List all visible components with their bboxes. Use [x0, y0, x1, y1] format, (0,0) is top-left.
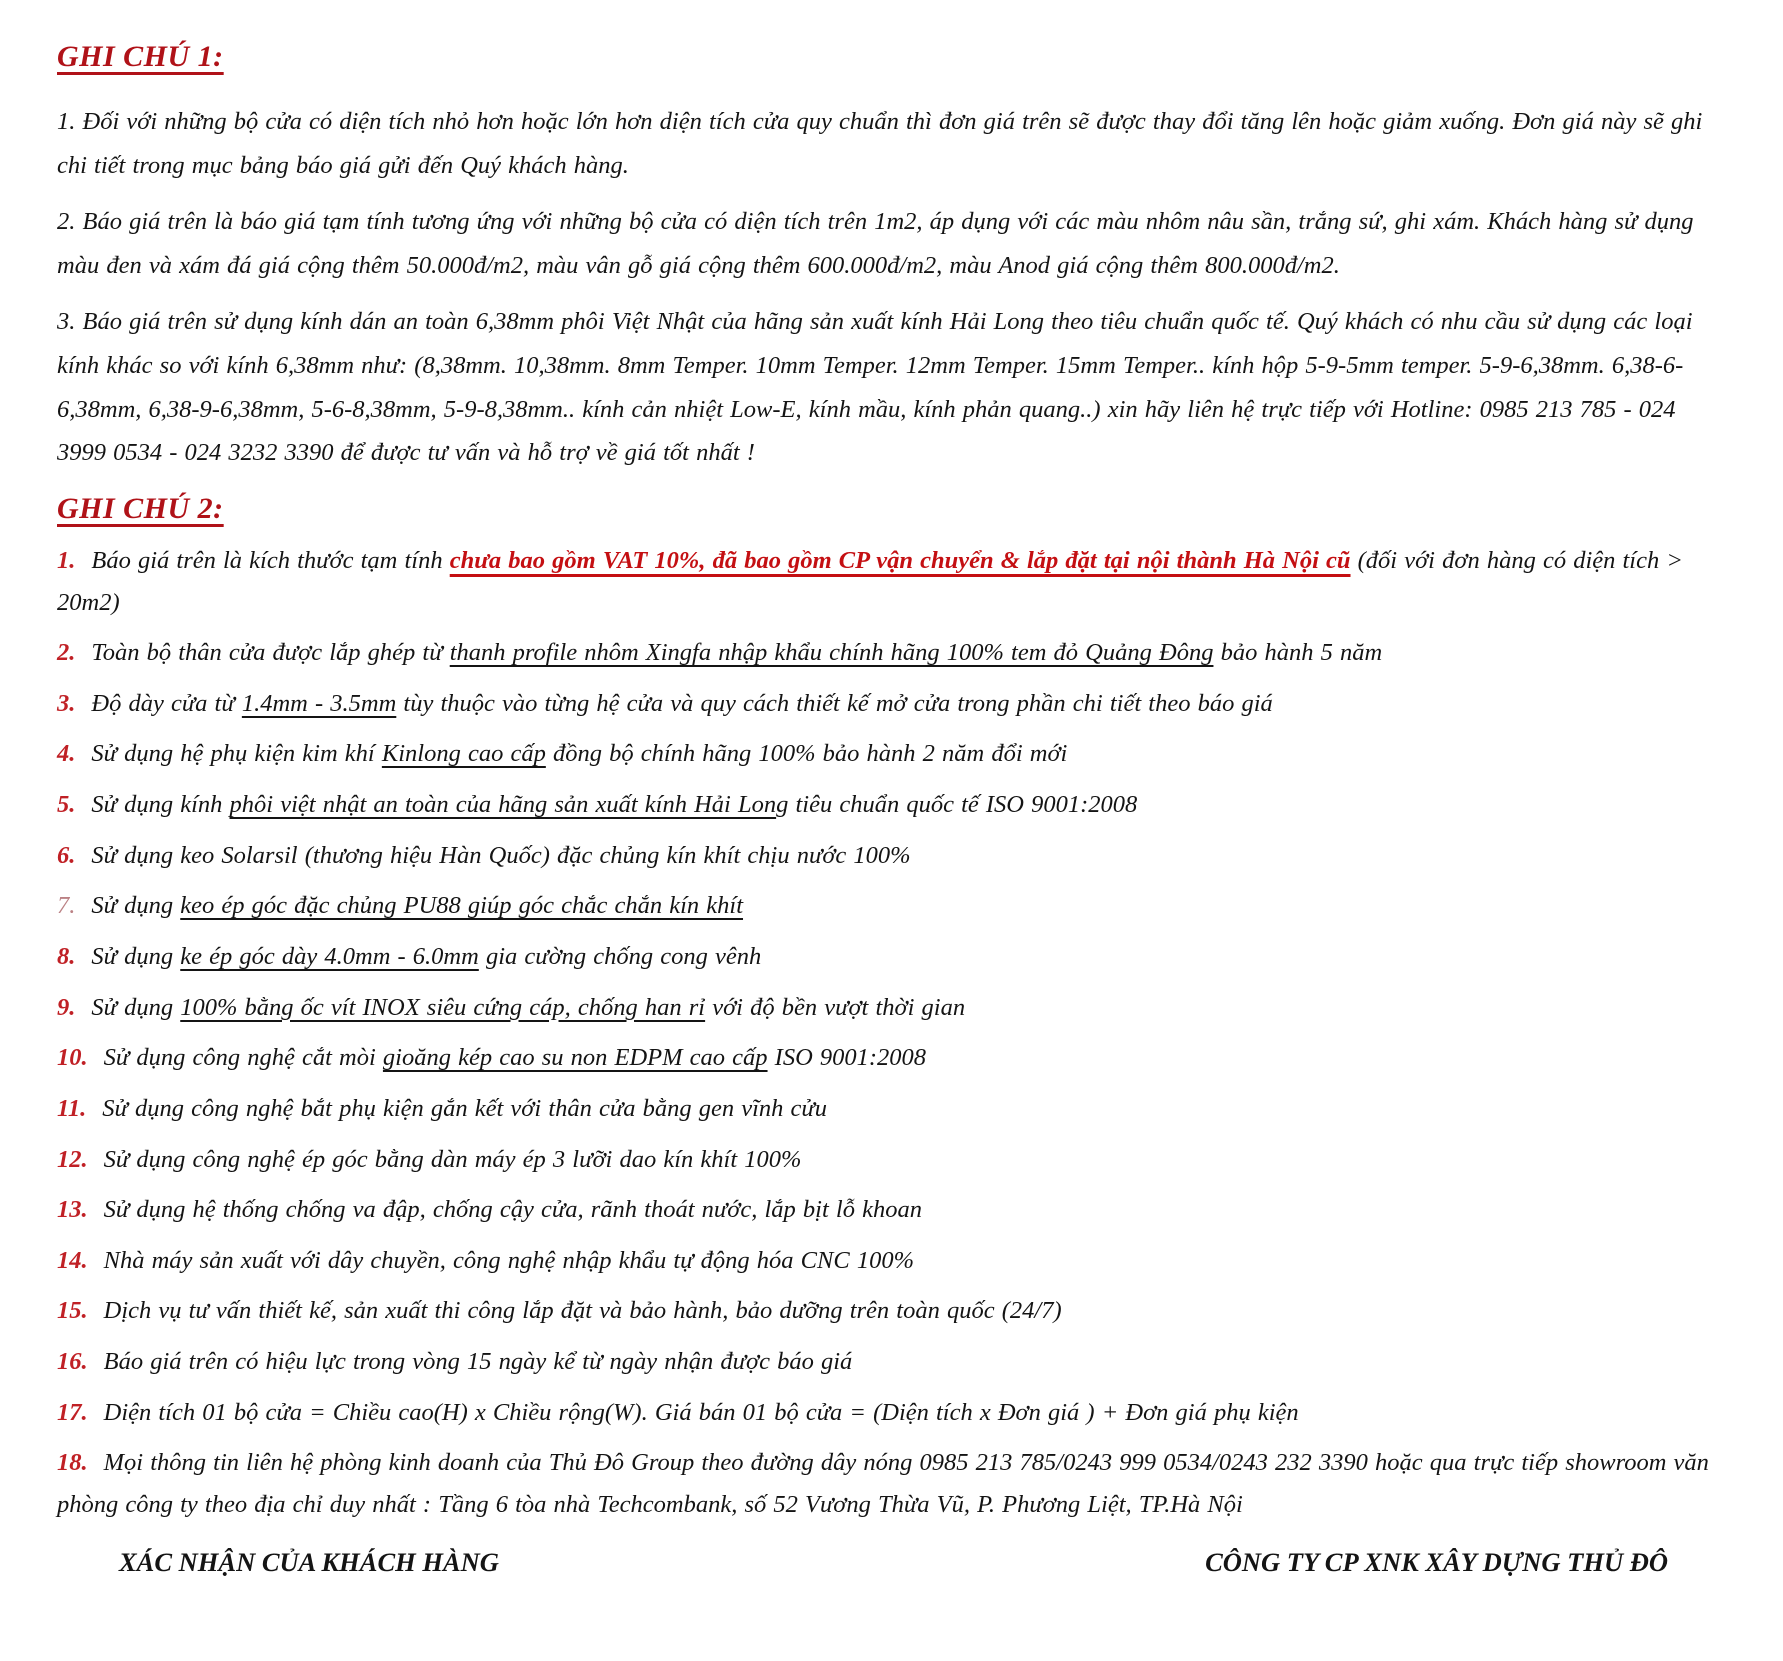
item-text: Diện tích 01 bộ cửa = Chiều cao(H) x Chiều rộng(W). Giá bán 01 bộ cửa = (Diện tích x Đơn giá ) + Đơn giá phụ kiện: [103, 1398, 1299, 1426]
item-number: 10.: [57, 1044, 88, 1072]
note2-item: [57, 1240, 1728, 1282]
item-text: Dịch vụ tư vấn thiết kế, sản xuất thi công lắp đặt và bảo hành, bảo dưỡng trên toàn quốc (24/7): [103, 1297, 1062, 1325]
note2-item: [57, 835, 1728, 877]
item-number: 3.: [57, 689, 76, 717]
note1-paragraph: 2. Báo giá trên là báo giá tạm tính tương ứng với những bộ cửa có diện tích trên 1m2, áp dụng với các màu nhôm nâu sần, trắng sứ, ghi xám. Khách hàng sử dụng màu đen và xám đá giá cộng thêm 50.000đ/m2, màu vân gỗ giá cộng thêm 600.000đ/m2, màu Anod giá cộng thêm 800.000đ/m2.: [57, 208, 1694, 279]
item-text: gia cường chống cong vênh: [478, 943, 762, 970]
item-emphasis-underline: 1.4mm - 3.5mm: [241, 689, 397, 717]
item-text: với độ bền vượt thời gian: [705, 993, 966, 1021]
item-number: 8.: [57, 943, 76, 970]
note2-item: [57, 784, 1728, 826]
item-number: 14.: [57, 1246, 88, 1274]
section1-title: GHI CHÚ 1:: [57, 40, 224, 73]
note2-item: [57, 1442, 1728, 1525]
item-text: Nhà máy sản xuất với dây chuyền, công nghệ nhập khẩu tự động hóa CNC 100%: [103, 1246, 914, 1274]
item-emphasis-red: chưa bao gồm VAT 10%, đã bao gồm CP vận chuyển & lắp đặt tại nội thành Hà Nội cũ: [449, 546, 1351, 574]
item-number: 11.: [57, 1094, 87, 1122]
item-number: 13.: [57, 1196, 88, 1224]
item-number: 7.: [57, 892, 76, 920]
note2-item: [57, 1189, 1728, 1231]
item-text: ISO 9001:2008: [767, 1044, 927, 1072]
item-number: 16.: [57, 1348, 88, 1376]
note2-item: [57, 683, 1728, 725]
item-text: Sử dụng kính: [91, 791, 230, 819]
item-number: 6.: [57, 841, 76, 869]
item-emphasis-underline: thanh profile nhôm Xingfa nhập khẩu chính hãng 100% tem đỏ Quảng Đông: [449, 639, 1214, 667]
item-number: 18.: [57, 1449, 88, 1477]
note2-item: [57, 1088, 1728, 1130]
item-text: Sử dụng: [91, 892, 181, 920]
item-number: 2.: [57, 639, 76, 667]
note1-paragraph: 3. Báo giá trên sử dụng kính dán an toàn 6,38mm phôi Việt Nhật của hãng sản xuất kính Hải Long theo tiêu chuẩn quốc tế. Quý khách có nhu cầu sử dụng các loại kính khác so với kính 6,38mm như: (8,38mm. 10,38mm. 8mm Temper. 10mm Temper. 12mm Temper. 15mm Temper.. kính hộp 5-9-5mm temper. 5-9-6,38mm. 6,38-6-6,38mm, 6,38-9-6,38mm, 5-6-8,38mm, 5-9-8,38mm.. kính cản nhiệt Low-E, kính mầu, kính phản quang..) xin hãy liên hệ trực tiếp với Hotline: 0985 213 785 - 024 3999 0534 - 024 3232 3390 để được tư vấn và hỗ trợ về giá tốt nhất !: [57, 308, 1693, 467]
item-text: Sử dụng công nghệ cắt mòi: [103, 1044, 383, 1072]
item-text: Báo giá trên là kích thước tạm tính: [91, 546, 450, 574]
note2-item: [57, 1290, 1728, 1332]
item-text: bảo hành 5 năm: [1213, 639, 1383, 667]
item-emphasis-underline: ke ép góc dày 4.0mm - 6.0mm: [180, 943, 479, 970]
section2-items: [57, 540, 1728, 1535]
item-emphasis-underline: 100% bằng ốc vít INOX siêu cứng cáp, chống han rỉ: [180, 993, 706, 1021]
item-text: Báo giá trên có hiệu lực trong vòng 15 ngày kể từ ngày nhận được báo giá: [103, 1348, 853, 1376]
item-number: 4.: [57, 740, 76, 768]
item-number: 9.: [57, 993, 76, 1021]
note2-item: [57, 1341, 1728, 1383]
note1-paragraph: 1. Đối với những bộ cửa có diện tích nhỏ hơn hoặc lớn hơn diện tích cửa quy chuẩn thì đơn giá trên sẽ được thay đổi tăng lên hoặc giảm xuống. Đơn giá này sẽ ghi chi tiết trong mục bảng báo giá gửi đến Quý khách hàng.: [57, 108, 1703, 179]
section1-paragraphs: [57, 100, 1728, 488]
item-text: Sử dụng công nghệ ép góc bằng dàn máy ép 3 lưỡi dao kín khít 100%: [103, 1145, 802, 1173]
item-number: 5.: [57, 791, 76, 819]
item-text: Toàn bộ thân cửa được lắp ghép từ: [91, 639, 450, 667]
item-text: Sử dụng hệ thống chống va đập, chống cậy cửa, rãnh thoát nước, lắp bịt lỗ khoan: [103, 1196, 922, 1224]
note2-item: [57, 936, 1728, 978]
note2-item: [57, 987, 1728, 1029]
note2-item: [57, 733, 1728, 775]
item-text: tùy thuộc vào từng hệ cửa và quy cách thiết kế mở cửa trong phần chi tiết theo báo giá: [396, 689, 1273, 717]
note2-item: [57, 1392, 1728, 1434]
item-number: 15.: [57, 1297, 88, 1325]
item-emphasis-underline: gioăng kép cao su non EDPM cao cấp: [382, 1044, 768, 1072]
item-emphasis-underline: phôi việt nhật an toàn của hãng sản xuất kính Hải Lon: [229, 791, 777, 819]
note2-item: [57, 885, 1728, 927]
note2-item: [57, 1037, 1728, 1079]
note2-item: [57, 632, 1728, 674]
item-text: Độ dày cửa từ: [91, 689, 242, 717]
item-text: (đối với đơn hàng có diện tích > 20m2): [57, 546, 1683, 616]
signature-row: [57, 1547, 1728, 1606]
item-emphasis-underline: keo ép góc đặc chủng PU88 giúp góc chắc chắn kín khít: [180, 892, 744, 920]
company-name-label: CÔNG TY CP XNK XÂY DỰNG THỦ ĐÔ: [1205, 1547, 1668, 1577]
item-text: Sử dụng: [91, 993, 181, 1021]
item-number: 12.: [57, 1145, 88, 1173]
item-number: 17.: [57, 1398, 88, 1426]
note2-item: [57, 540, 1728, 623]
item-text: Mọi thông tin liên hệ phòng kinh doanh của Thủ Đô Group theo đường dây nóng 0985 213 785/0243 999 0534/0243 232 3390 hoặc qua trực tiếp showroom văn phòng công ty theo địa chỉ duy nhất : Tầng 6 tòa nhà Techcombank, số 52 Vương Thừa Vũ, P. Phương Liệt, TP.Hà Nội: [57, 1449, 1709, 1519]
item-text: đồng bộ chính hãng 100% bảo hành 2 năm đổi mới: [545, 740, 1068, 768]
item-text: Sử dụng hệ phụ kiện kim khí: [91, 740, 382, 768]
item-text: g tiêu chuẩn quốc tế ISO 9001:2008: [776, 791, 1138, 819]
item-text: Sử dụng công nghệ bắt phụ kiện gắn kết với thân cửa bằng gen vĩnh cửu: [102, 1094, 828, 1122]
customer-confirmation-label: XÁC NHẬN CỦA KHÁCH HÀNG: [119, 1547, 499, 1577]
item-text: Sử dụng: [91, 943, 181, 970]
item-number: 1.: [57, 546, 76, 574]
item-text: Sử dụng keo Solarsil (thương hiệu Hàn Quốc) đặc chủng kín khít chịu nước 100%: [91, 841, 911, 869]
note2-item: [57, 1139, 1728, 1181]
section2-title: GHI CHÚ 2:: [57, 491, 224, 525]
item-emphasis-underline: Kinlong cao cấp: [381, 740, 546, 768]
